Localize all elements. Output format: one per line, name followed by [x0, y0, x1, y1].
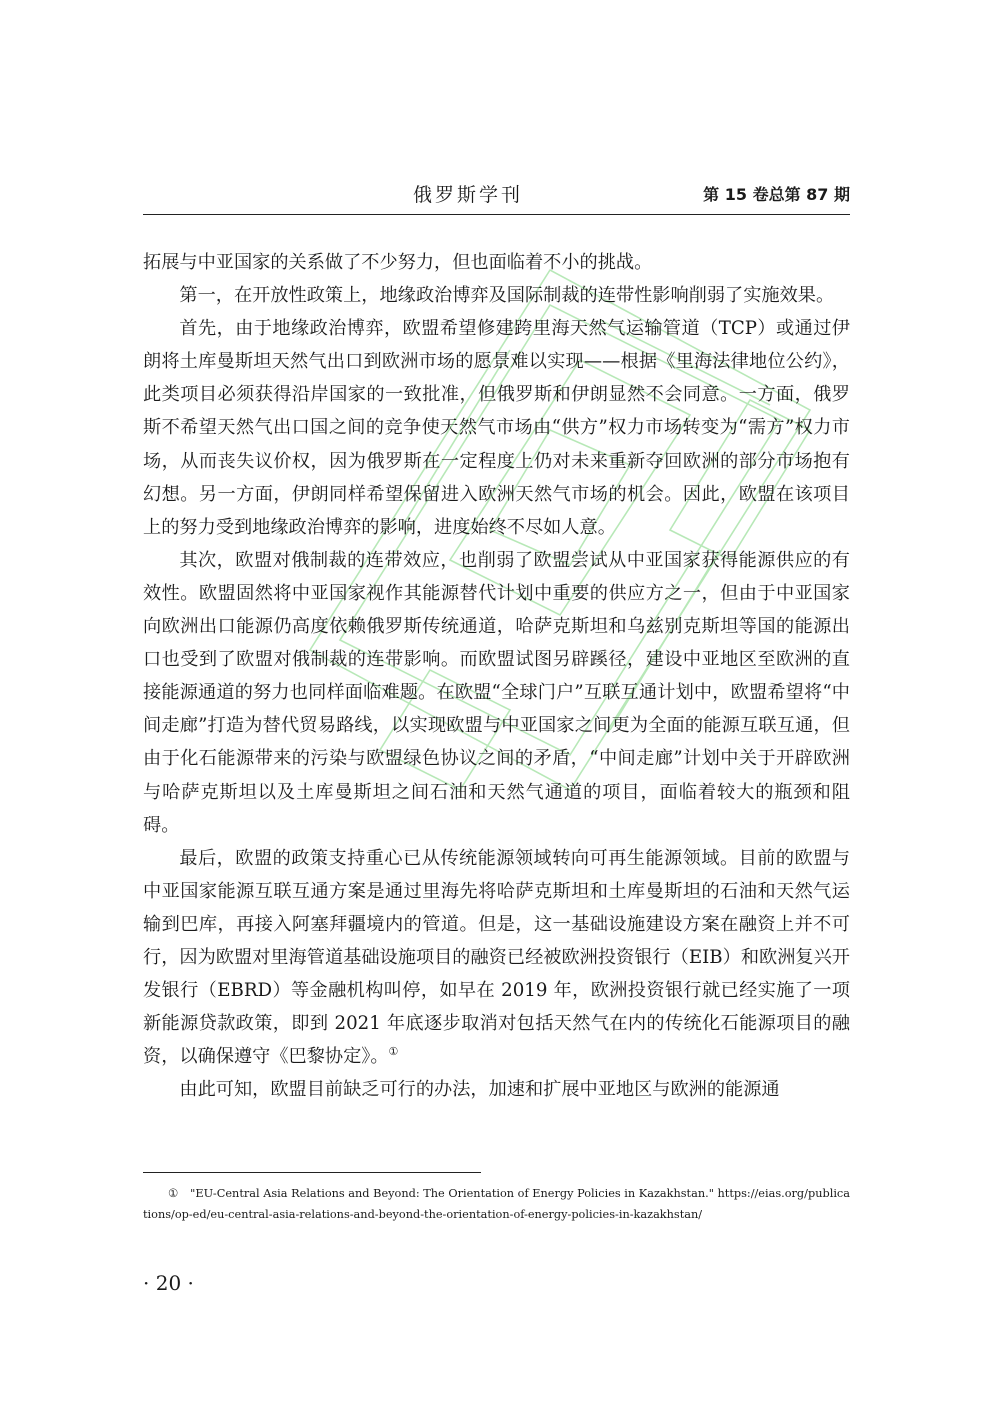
journal-title: 俄罗斯学刊 — [413, 184, 524, 206]
paragraph — [143, 842, 850, 1074]
running-header — [143, 178, 850, 215]
issue-label: 第 15 卷总第 87 期 — [703, 185, 850, 204]
footnote — [143, 1183, 850, 1225]
page-number: · 20 · — [143, 1271, 194, 1295]
footnote-divider — [143, 1172, 481, 1173]
paragraph: 由此可知，欧盟目前缺乏可行的办法，加速和扩展中亚地区与欧洲的能源通 — [179, 1079, 780, 1101]
body-text — [143, 246, 850, 1106]
paragraph: 其次，欧盟对俄制裁的连带效应，也削弱了欧盟尝试从中亚国家获得能源供应的有效性。欧盟固然将中亚国家视作其能源替代计划中重要的供应方之一，但由于中亚国家向欧洲出口能源仍高度依赖俄罗斯传统通道，哈萨克斯坦和乌兹别克斯坦等国的能源出口也受到了欧盟对俄制裁的连带影响。而欧盟试图另辟蹊径，建设中亚地区至欧洲的直接能源通道的努力也同样面临难题。在欧盟“全球门户”互联互通计划中，欧盟希望将“中间走廊”打造为替代贸易路线，以实现欧盟与中亚国家之间更为全面的能源互联互通，但由于化石能源带来的污染与欧盟绿色协议之间的矛盾，“中间走廊”计划中关于开辟欧洲与哈萨克斯坦以及土库曼斯坦之间石油和天然气通道的项目，面临着较大的瓶颈和阻碍。 — [143, 549, 850, 836]
paragraph: 第一，在开放性政策上，地缘政治博弈及国际制裁的连带性影响削弱了实施效果。 — [179, 285, 835, 307]
footnote-text: "EU-Central Asia Relations and Beyond: The Orientation of Energy Policies in Kazakhstan." https://eias.org/publications/op-ed/eu-central-asia-relations-and-beyond-the-orientation-of-energy-policies-in-kazakhstan/ — [143, 1187, 850, 1221]
paragraph-text: 最后，欧盟的政策支持重心已从传统能源领域转向可再生能源领域。目前的欧盟与中亚国家能源互联互通方案是通过里海先将哈萨克斯坦和土库曼斯坦的石油和天然气运输到巴库，再接入阿塞拜疆境内的管道。但是，这一基础设施建设方案在融资上并不可行，因为欧盟对里海管道基础设施项目的融资已经被欧洲投资银行（EIB）和欧洲复兴开发银行（EBRD）等金融机构叫停，如早在 2019 年，欧洲投资银行就已经实施了一项新能源贷款政策，即到 2021 年底逐步取消对包括天然气在内的传统化石能源项目的融资，以确保遵守《巴黎协定》。 — [143, 847, 850, 1068]
paragraph: 拓展与中亚国家的关系做了不少努力，但也面临着不小的挑战。 — [143, 252, 653, 273]
paragraph: 首先，由于地缘政治博弈，欧盟希望修建跨里海天然气运输管道（TCP）或通过伊朗将土库曼斯坦天然气出口到欧洲市场的愿景难以实现——根据《里海法律地位公约》，此类项目必须获得沿岸国家的一致批准，但俄罗斯和伊朗显然不会同意。一方面，俄罗斯不希望天然气出口国之间的竞争使天然气市场由“供方”权力市场转变为“需方”权力市场，从而丧失议价权，因为俄罗斯在一定程度上仍对未来重新夺回欧洲的部分市场抱有幻想。另一方面，伊朗同样希望保留进入欧洲天然气市场的机会。因此，欧盟在该项目上的努力受到地缘政治博弈的影响，进度始终不尽如人意。 — [143, 318, 850, 538]
footnote-mark: ① — [168, 1187, 179, 1200]
footnote-reference[interactable]: ① — [388, 1045, 399, 1059]
